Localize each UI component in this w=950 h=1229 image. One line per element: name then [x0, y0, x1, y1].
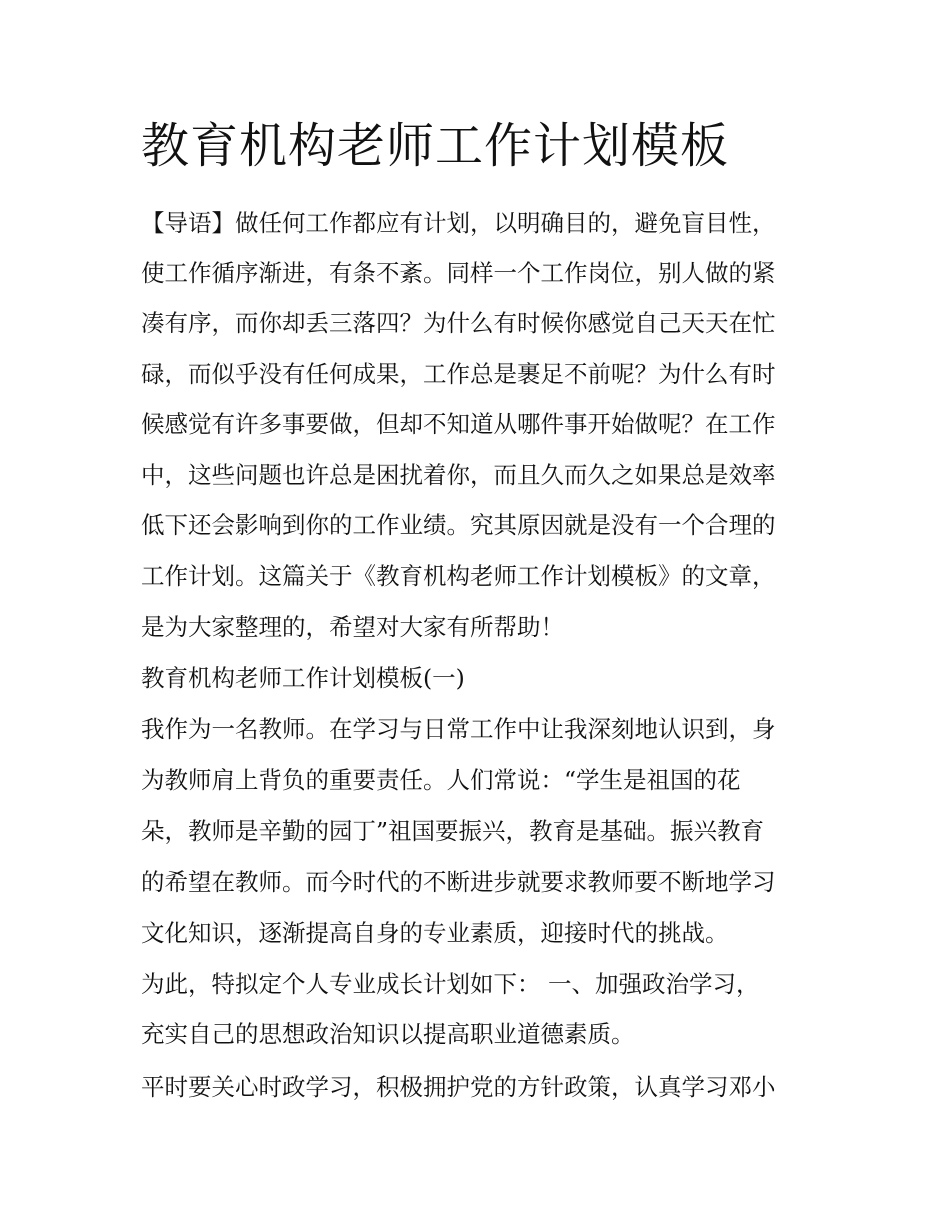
text-line: 的希望在教师。而今时代的不断进步就要求教师要不断地学习: [141, 868, 776, 896]
text-line: 候感觉有许多事要做，但却不知道从哪件事开始做呢？在工作: [141, 410, 776, 438]
text-line: 文化知识，逐渐提高自身的专业素质，迎接时代的挑战。: [141, 919, 729, 947]
text-line: 为此，特拟定个人专业成长计划如下： 一、加强政治学习，: [141, 970, 760, 998]
text-line: 低下还会影响到你的工作业绩。究其原因就是没有一个合理的: [141, 511, 776, 539]
text-line: 是为大家整理的，希望对大家有所帮助！: [141, 613, 564, 641]
section-heading: 教育机构老师工作计划模板(一): [141, 664, 465, 692]
text-line: 凑有序，而你却丢三落四？为什么有时候你感觉自己天天在忙: [141, 309, 776, 337]
text-line: 使工作循序渐进，有条不紊。同样一个工作岗位，别人做的紧: [141, 259, 776, 287]
text-line: 我作为一名教师。在学习与日常工作中让我深刻地认识到，身: [141, 715, 776, 743]
text-line: 为教师肩上背负的重要责任。人们常说：“学生是祖国的花: [141, 766, 741, 794]
document-title: 教育机构老师工作计划模板: [141, 118, 730, 174]
text-line: 充实自己的思想政治知识以提高职业道德素质。: [141, 1020, 635, 1048]
text-line: 碌，而似乎没有任何成果，工作总是裹足不前呢？为什么有时: [141, 360, 776, 388]
text-line: 朵，教师是辛勤的园丁”祖国要振兴，教育是基础。振兴教育: [141, 817, 765, 845]
text-line: 平时要关心时政学习，积极拥护党的方针政策，认真学习邓小: [141, 1073, 776, 1101]
text-line: 【导语】做任何工作都应有计划，以明确目的，避免盲目性，: [141, 209, 776, 237]
text-line: 中，这些问题也许总是困扰着你，而且久而久之如果总是效率: [141, 461, 776, 489]
text-line: 工作计划。这篇关于《教育机构老师工作计划模板》的文章，: [141, 562, 776, 590]
